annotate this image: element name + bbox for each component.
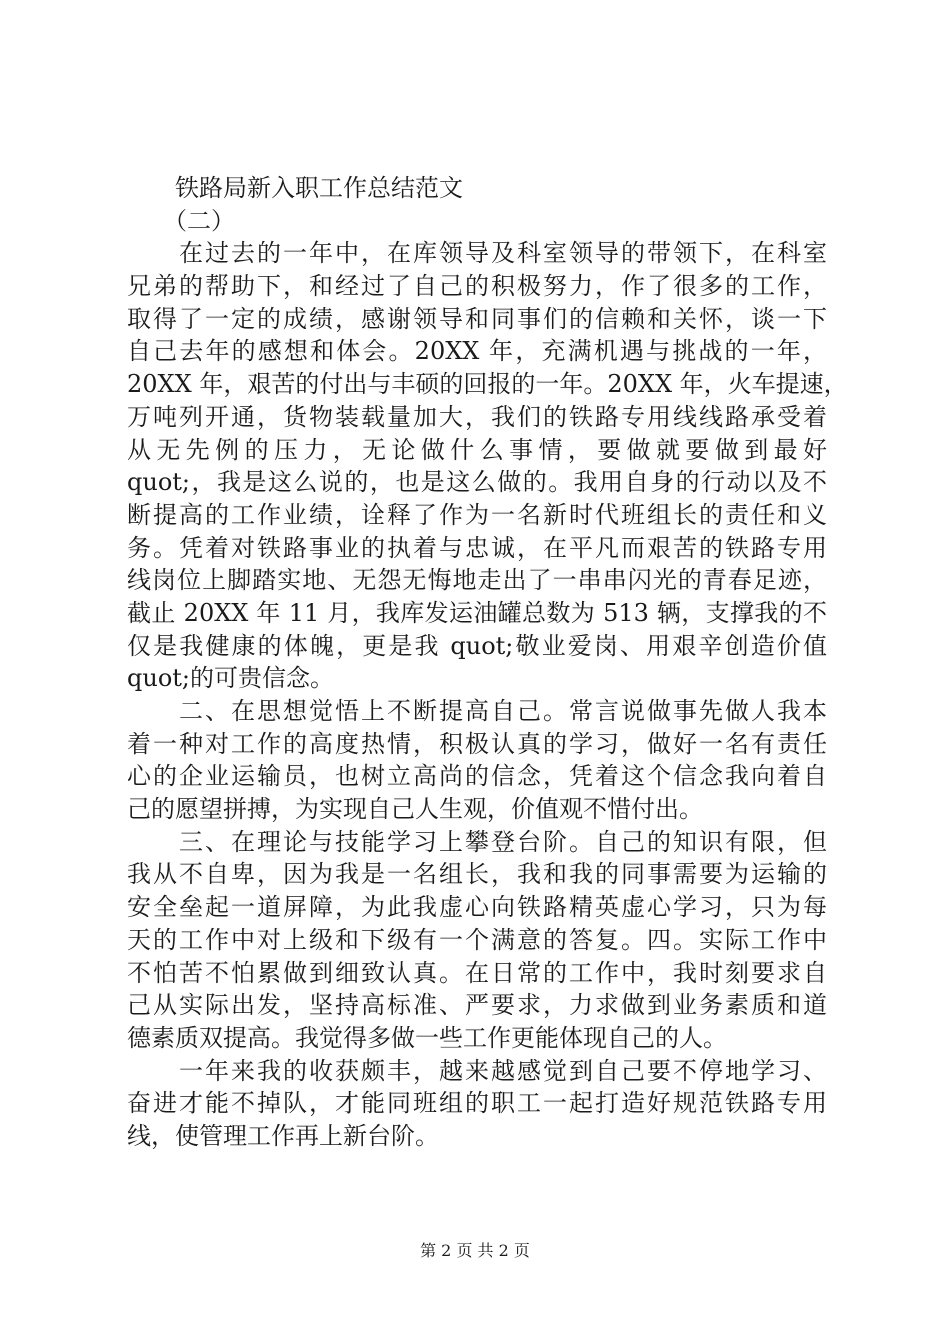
document-body xyxy=(127,172,848,1153)
text-line: 奋进才能不掉队，才能同班组的职工一起打造好规范铁路专用 xyxy=(127,1089,827,1118)
text-line: 线，使管理工作再上新台阶。 xyxy=(127,1121,439,1150)
text-line: 德素质双提高。我觉得多做一些工作更能体现自己的人。 xyxy=(127,1023,727,1052)
document-text xyxy=(127,237,848,1152)
document-subtitle: （二） xyxy=(163,206,235,235)
text-line: 二、在思想觉悟上不断提高自己。常言说做事先做人我本 xyxy=(127,697,827,725)
text-line: 务。凭着对铁路事业的执着与忠诚，在平凡而艰苦的铁路专用 xyxy=(127,533,827,562)
text-line: quot;的可贵信念。 xyxy=(127,664,334,693)
text-line: 不怕苦不怕累做到细致认真。在日常的工作中，我时刻要求自 xyxy=(127,958,827,987)
text-line: 己的愿望拼搏，为实现自己人生观，价值观不惜付出。 xyxy=(127,795,703,824)
text-line: 安全垒起一道屏障，为此我虚心向铁路精英虚心学习，只为每 xyxy=(127,893,827,922)
text-line: 在过去的一年中，在库领导及科室领导的带领下，在科室 xyxy=(127,239,827,268)
text-line: 万吨列开通，货物装载量加大，我们的铁路专用线线路承受着 xyxy=(127,402,827,431)
text-line: 自己去年的感想和体会。20XX 年，充满机遇与挑战的一年， xyxy=(127,337,827,366)
text-line: 兄弟的帮助下，和经过了自己的积极努力，作了很多的工作， xyxy=(127,272,827,301)
text-line: 天的工作中对上级和下级有一个满意的答复。四。实际工作中 xyxy=(127,925,827,954)
text-line: 心的企业运输员，也树立高尚的信念，凭着这个信念我向着自 xyxy=(127,762,827,791)
text-line: 仅是我健康的体魄，更是我 quot;敬业爱岗、用艰辛创造价值 xyxy=(127,631,827,660)
text-line: 线岗位上脚踏实地、无怨无悔地走出了一串串闪光的青春足迹， xyxy=(127,566,827,595)
text-line: 从无先例的压力，无论做什么事情，要做就要做到最好 xyxy=(127,435,827,464)
document-title: 铁路局新入职工作总结范文 xyxy=(175,174,463,202)
text-line: 己从实际出发，坚持高标准、严要求，力求做到业务素质和道 xyxy=(127,991,827,1020)
text-line: quot;，我是这么说的，也是这么做的。我用自身的行动以及不 xyxy=(127,468,827,497)
text-line: 一年来我的收获颇丰，越来越感觉到自己要不停地学习、 xyxy=(127,1056,827,1085)
text-line: 20XX 年，艰苦的付出与丰硕的回报的一年。20XX 年，火车提速， xyxy=(127,370,848,399)
text-line: 取得了一定的成绩，感谢领导和同事们的信赖和关怀，谈一下 xyxy=(127,304,827,333)
text-line: 着一种对工作的高度热情，积极认真的学习，做好一名有责任 xyxy=(127,729,827,758)
text-line: 断提高的工作业绩，诠释了作为一名新时代班组长的责任和义 xyxy=(127,500,827,529)
page-footer: 第 2 页 共 2 页 xyxy=(420,1241,530,1260)
text-line: 三、在理论与技能学习上攀登台阶。自己的知识有限，但 xyxy=(127,827,827,856)
text-line: 截止 20XX 年 11 月，我库发运油罐总数为 513 辆，支撑我的不 xyxy=(127,598,827,627)
text-line: 我从不自卑，因为我是一名组长，我和我的同事需要为运输的 xyxy=(127,860,827,889)
